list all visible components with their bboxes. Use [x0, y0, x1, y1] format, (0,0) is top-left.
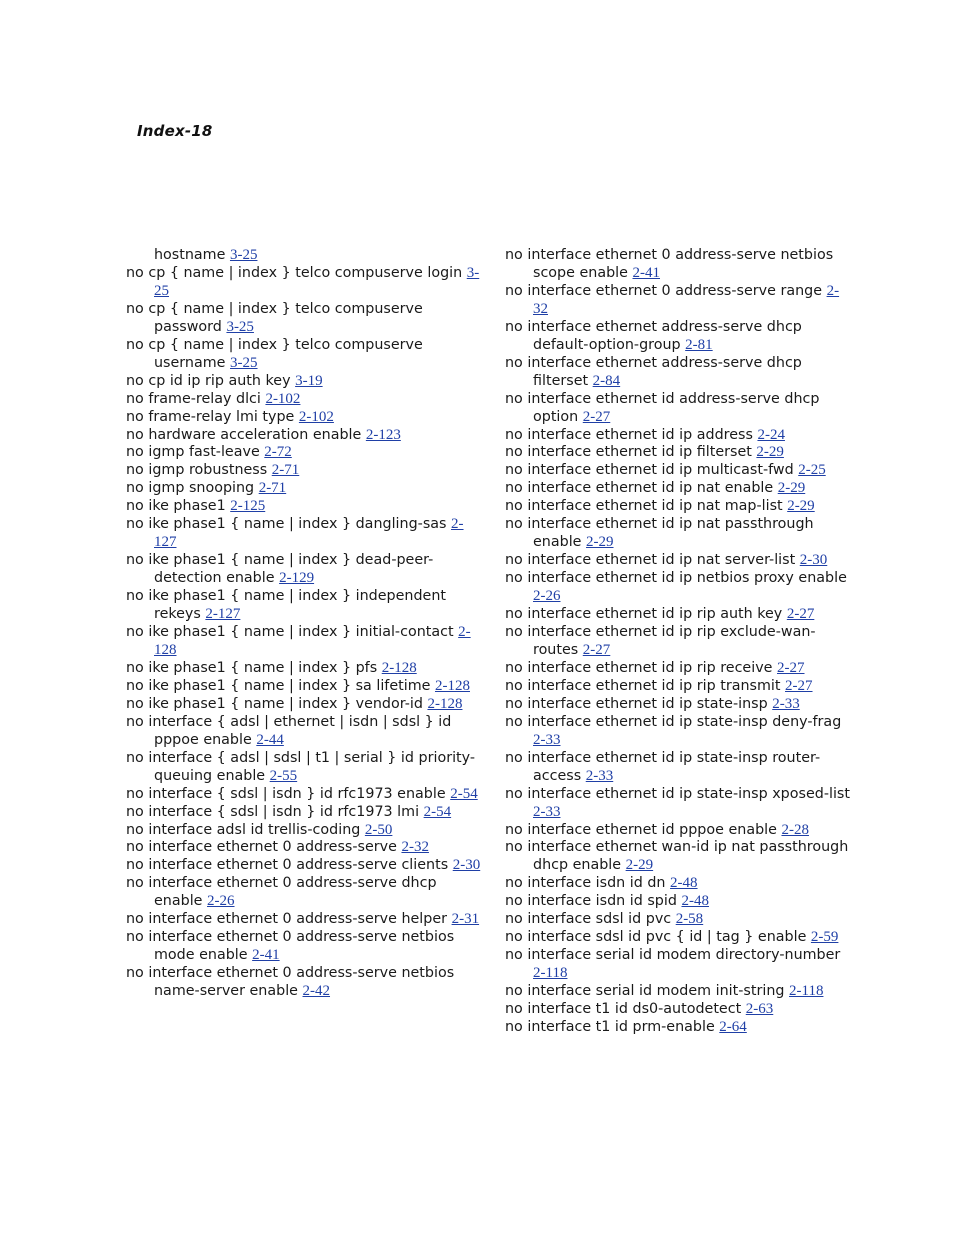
index-entry — [126, 965, 486, 1001]
index-entry-text: no cp { name | index } telco compuserve login — [126, 264, 463, 281]
page-reference-link[interactable]: 2-128 — [427, 695, 463, 712]
index-entry — [126, 391, 486, 409]
index-entry — [505, 983, 850, 1001]
index-entry-text: no interface ethernet id ip rip auth key — [505, 606, 783, 623]
page-reference-link[interactable]: 2-33 — [772, 695, 800, 712]
index-entry-text: no ike phase1 { name | index } initial-contact — [126, 624, 454, 641]
index-entry — [505, 786, 850, 822]
index-entry — [505, 929, 850, 947]
index-entry-text: no interface ethernet id ip state-insp xposed-list — [505, 785, 850, 802]
index-entry-text: no interface ethernet id ip nat enable — [505, 480, 774, 497]
index-entry — [505, 355, 850, 391]
page-reference-link[interactable]: 2-125 — [230, 498, 266, 515]
index-entry-text: hostname — [154, 247, 226, 263]
index-entry-text: no interface ethernet id ip state-insp deny-frag — [505, 713, 842, 730]
index-entry — [126, 678, 486, 696]
index-entry — [126, 247, 486, 265]
index-entry-text: no frame-relay lmi type — [126, 408, 295, 425]
index-entry-text: no interface ethernet 0 address-serve netbios mode enable — [126, 929, 455, 964]
index-entry — [126, 552, 486, 588]
index-entry — [505, 444, 850, 462]
index-entry-text: no interface ethernet 0 address-serve — [126, 839, 397, 856]
page-reference-link[interactable]: 2-102 — [298, 408, 334, 425]
index-entry-text: no interface adsl id trellis-coding — [126, 821, 361, 838]
index-entry — [505, 911, 850, 929]
index-entry — [505, 462, 850, 480]
index-entry-text: no interface { adsl | sdsl | t1 | serial } id priority-queuing enable — [126, 749, 476, 784]
page-reference-link[interactable]: 2-71 — [258, 480, 287, 497]
page-reference-link[interactable]: 2-71 — [271, 462, 300, 479]
index-entry — [126, 409, 486, 427]
index-entry-text: no interface ethernet 0 address-serve netbios name-server enable — [126, 965, 455, 1000]
index-entry — [505, 570, 850, 606]
index-entry-text: no interface ethernet id address-serve dhcp option — [505, 390, 820, 425]
index-entry-text: no igmp fast-leave — [126, 444, 260, 461]
index-entry-text: no interface ethernet 0 address-serve dhcp enable — [126, 875, 437, 910]
index-entry — [126, 660, 486, 678]
index-entry-text: no interface ethernet id ip nat passthrough enable — [505, 516, 814, 551]
index-entry-text: no interface ethernet id ip filterset — [505, 444, 752, 461]
index-entry-text: no interface isdn id spid — [505, 893, 677, 910]
page-reference-link[interactable]: 2-27 — [582, 408, 611, 425]
index-entry — [505, 624, 850, 660]
page-reference-link[interactable]: 3-25 — [226, 318, 254, 335]
page-reference-link[interactable]: 3-25 — [230, 354, 258, 371]
index-entry — [126, 822, 486, 840]
index-entry-text: no interface { sdsl | isdn } id rfc1973 lmi — [126, 803, 420, 820]
page-reference-link[interactable]: 2-64 — [719, 1018, 747, 1035]
index-entry — [505, 875, 850, 893]
index-entry-text: no interface ethernet id ip state-insp — [505, 695, 768, 712]
page-reference-link[interactable]: 2-54 — [450, 785, 478, 802]
page-reference-link[interactable]: 2-33 — [533, 731, 561, 748]
index-entry-text: no igmp robustness — [126, 462, 268, 479]
page-reference-link[interactable]: 2-29 — [787, 498, 815, 515]
index-entry-text: no interface sdsl id pvc { id | tag } enable — [505, 929, 807, 946]
index-entry-text: no igmp snooping — [126, 480, 255, 497]
index-entry-text: no interface ethernet id ip nat server-list — [505, 552, 796, 569]
index-entry-text: no interface t1 id ds0-autodetect — [505, 1001, 742, 1018]
page-reference-link[interactable]: 2-32 — [533, 282, 840, 317]
index-entry-text: no interface ethernet id ip rip transmit — [505, 677, 781, 694]
page-reference-link[interactable]: 2-27 — [786, 606, 815, 623]
index-entry — [505, 480, 850, 498]
index-entry-text: no interface { adsl | ethernet | isdn | sdsl } id pppoe enable — [126, 713, 452, 748]
page-reference-link[interactable]: 2-128 — [154, 624, 471, 658]
index-entry-text: no interface t1 id prm-enable — [505, 1018, 715, 1035]
index-column-right — [505, 247, 850, 1037]
index-entry — [505, 947, 850, 983]
index-entry-text: no ike phase1 { name | index } vendor-id — [126, 695, 423, 712]
page-reference-link[interactable]: 2-32 — [401, 839, 429, 856]
page-reference-link[interactable]: 2-118 — [533, 965, 568, 982]
index-entry-text: no interface { sdsl | isdn } id rfc1973 enable — [126, 785, 446, 802]
index-entry — [126, 427, 486, 445]
page-reference-link[interactable]: 2-50 — [364, 821, 393, 838]
page-reference-link[interactable]: 2-72 — [264, 444, 292, 461]
index-entry — [505, 1019, 850, 1037]
index-entry — [126, 875, 486, 911]
index-entry — [505, 714, 850, 750]
page-reference-link[interactable]: 2-48 — [681, 893, 709, 910]
index-entry — [126, 337, 486, 373]
page-reference-link[interactable]: 2-128 — [381, 659, 417, 676]
index-entry-text: no interface ethernet address-serve dhcp filterset — [505, 354, 802, 389]
index-entry-text: no cp { name | index } telco compuserve password — [126, 300, 423, 335]
index-entry — [505, 606, 850, 624]
index-entry-text: no cp id ip rip auth key — [126, 372, 291, 389]
index-entry — [505, 678, 850, 696]
index-entry-text: no interface ethernet id ip multicast-fwd — [505, 462, 794, 479]
page-reference-link[interactable]: 2-33 — [533, 803, 561, 820]
index-entry — [126, 301, 486, 337]
index-entry-text: no ike phase1 — [126, 498, 226, 515]
page-reference-link[interactable]: 2-44 — [256, 731, 284, 748]
index-entry-text: no hardware acceleration enable — [126, 426, 362, 443]
page-reference-link[interactable]: 2-29 — [625, 857, 654, 874]
index-entry-text: no ike phase1 { name | index } dangling-sas — [126, 516, 447, 533]
page-reference-link[interactable]: 2-63 — [745, 1001, 774, 1018]
page-reference-link[interactable]: 2-59 — [810, 929, 839, 946]
index-entry — [126, 265, 486, 301]
page-reference-link[interactable]: 2-30 — [799, 552, 828, 569]
index-entry-text: no interface ethernet address-serve dhcp default-option-group — [505, 318, 802, 353]
page-reference-link[interactable]: 2-25 — [798, 462, 826, 479]
index-entry — [505, 552, 850, 570]
page-reference-link[interactable]: 2-128 — [434, 677, 470, 694]
index-entry — [505, 498, 850, 516]
page-reference-link[interactable]: 2-29 — [756, 444, 784, 461]
index-entry — [126, 516, 486, 552]
index-entry — [126, 480, 486, 498]
page-reference-link[interactable]: 2-84 — [592, 372, 621, 389]
page-reference-link[interactable]: 2-42 — [302, 983, 331, 1000]
page-reference-link[interactable]: 2-29 — [586, 534, 614, 551]
index-entry-text: no interface ethernet id ip address — [505, 426, 753, 443]
index-entry-text: no interface ethernet id pppoe enable — [505, 821, 777, 838]
index-entry-text: no interface ethernet 0 address-serve clients — [126, 857, 449, 874]
index-entry-text: no interface serial id modem directory-number — [505, 947, 841, 964]
index-entry — [126, 498, 486, 516]
index-entry-text: no interface sdsl id pvc — [505, 911, 672, 928]
index-entry-text: no interface ethernet id ip nat map-list — [505, 498, 783, 515]
page-reference-link[interactable]: 2-30 — [452, 857, 481, 874]
index-entry-text: no interface ethernet 0 address-serve helper — [126, 911, 448, 928]
page-reference-link[interactable]: 2-33 — [585, 767, 614, 784]
page-reference-link[interactable]: 2-58 — [675, 911, 704, 928]
page-reference-link[interactable]: 2-55 — [269, 767, 298, 784]
index-entry — [126, 373, 486, 391]
page-reference-link[interactable]: 2-31 — [451, 911, 480, 928]
index-entry — [505, 1001, 850, 1019]
page-reference-link[interactable]: 3-19 — [295, 372, 323, 389]
index-entry — [505, 247, 850, 283]
page-reference-link[interactable]: 2-41 — [252, 947, 280, 964]
index-entry — [126, 588, 486, 624]
page-reference-link[interactable]: 2-129 — [279, 570, 315, 587]
page-reference-link[interactable]: 2-123 — [365, 426, 401, 443]
index-entry-text: no interface serial id modem init-string — [505, 983, 785, 1000]
page-reference-link[interactable]: 2-24 — [757, 426, 785, 443]
index-entry — [126, 839, 486, 857]
index-entry-text: no interface ethernet id ip state-insp router-access — [505, 749, 821, 784]
index-entry-text: no cp { name | index } telco compuserve username — [126, 336, 423, 371]
index-entry-text: no ike phase1 { name | index } pfs — [126, 659, 378, 676]
page-reference-link[interactable]: 2-127 — [154, 516, 464, 551]
index-entry — [505, 893, 850, 911]
page-reference-link[interactable]: 2-81 — [685, 336, 713, 353]
index-entry-text: no interface isdn id dn — [505, 875, 666, 892]
page-reference-link[interactable]: 2-29 — [777, 480, 806, 497]
index-entry — [126, 462, 486, 480]
page-reference-link[interactable]: 2-118 — [789, 983, 824, 1000]
index-entry-text: no ike phase1 { name | index } independent rekeys — [126, 588, 446, 623]
index-entry — [126, 804, 486, 822]
index-entry — [126, 786, 486, 804]
page-reference-link[interactable]: 2-54 — [423, 803, 452, 820]
index-entry — [505, 750, 850, 786]
index-entry — [505, 391, 850, 427]
index-entry-text: no interface ethernet id ip rip exclude-wan-routes — [505, 624, 816, 658]
page-reference-link[interactable]: 2-27 — [582, 641, 611, 658]
page-reference-link[interactable]: 2-27 — [777, 659, 805, 676]
index-entry — [505, 839, 850, 875]
page-reference-link[interactable]: 2-48 — [670, 875, 698, 892]
index-column-left — [126, 247, 486, 1001]
index-entry-text: no interface ethernet id ip rip receive — [505, 659, 773, 676]
page-header: Index-18 — [137, 122, 213, 140]
index-entry-text: no ike phase1 { name | index } dead-peer-detection enable — [126, 552, 434, 587]
index-entry — [505, 427, 850, 445]
index-entry — [505, 283, 850, 319]
index-entry — [126, 714, 486, 750]
page-reference-link[interactable]: 2-102 — [265, 390, 301, 407]
index-entry — [126, 750, 486, 786]
index-entry-text: no interface ethernet id ip netbios proxy enable — [505, 570, 847, 587]
index-entry — [126, 624, 486, 660]
index-entry-text: no frame-relay dlci — [126, 390, 261, 407]
index-entry — [126, 444, 486, 462]
page-reference-link[interactable]: 3-25 — [154, 264, 480, 299]
index-entry — [126, 929, 486, 965]
index-entry — [126, 696, 486, 714]
index-entry-text: no interface ethernet 0 address-serve netbios scope enable — [505, 247, 834, 281]
index-entry-text: no ike phase1 { name | index } sa lifetime — [126, 677, 431, 694]
page-reference-link[interactable]: 2-26 — [533, 588, 561, 605]
index-entry-text: no interface ethernet 0 address-serve range — [505, 282, 823, 299]
index-entry — [126, 911, 486, 929]
index-entry-text: no interface ethernet wan-id ip nat passthrough dhcp enable — [505, 839, 849, 874]
index-entry — [505, 822, 850, 840]
index-entry — [126, 857, 486, 875]
index-entry — [505, 516, 850, 552]
index-entry — [505, 319, 850, 355]
index-entry — [505, 696, 850, 714]
page-reference-link[interactable]: 2-41 — [632, 264, 660, 281]
page-reference-link[interactable]: 2-127 — [205, 606, 241, 623]
index-entry — [505, 660, 850, 678]
page-reference-link[interactable]: 2-26 — [207, 893, 235, 910]
page-reference-link[interactable]: 2-27 — [785, 677, 813, 694]
page-reference-link[interactable]: 3-25 — [229, 247, 258, 263]
page-reference-link[interactable]: 2-28 — [781, 821, 809, 838]
